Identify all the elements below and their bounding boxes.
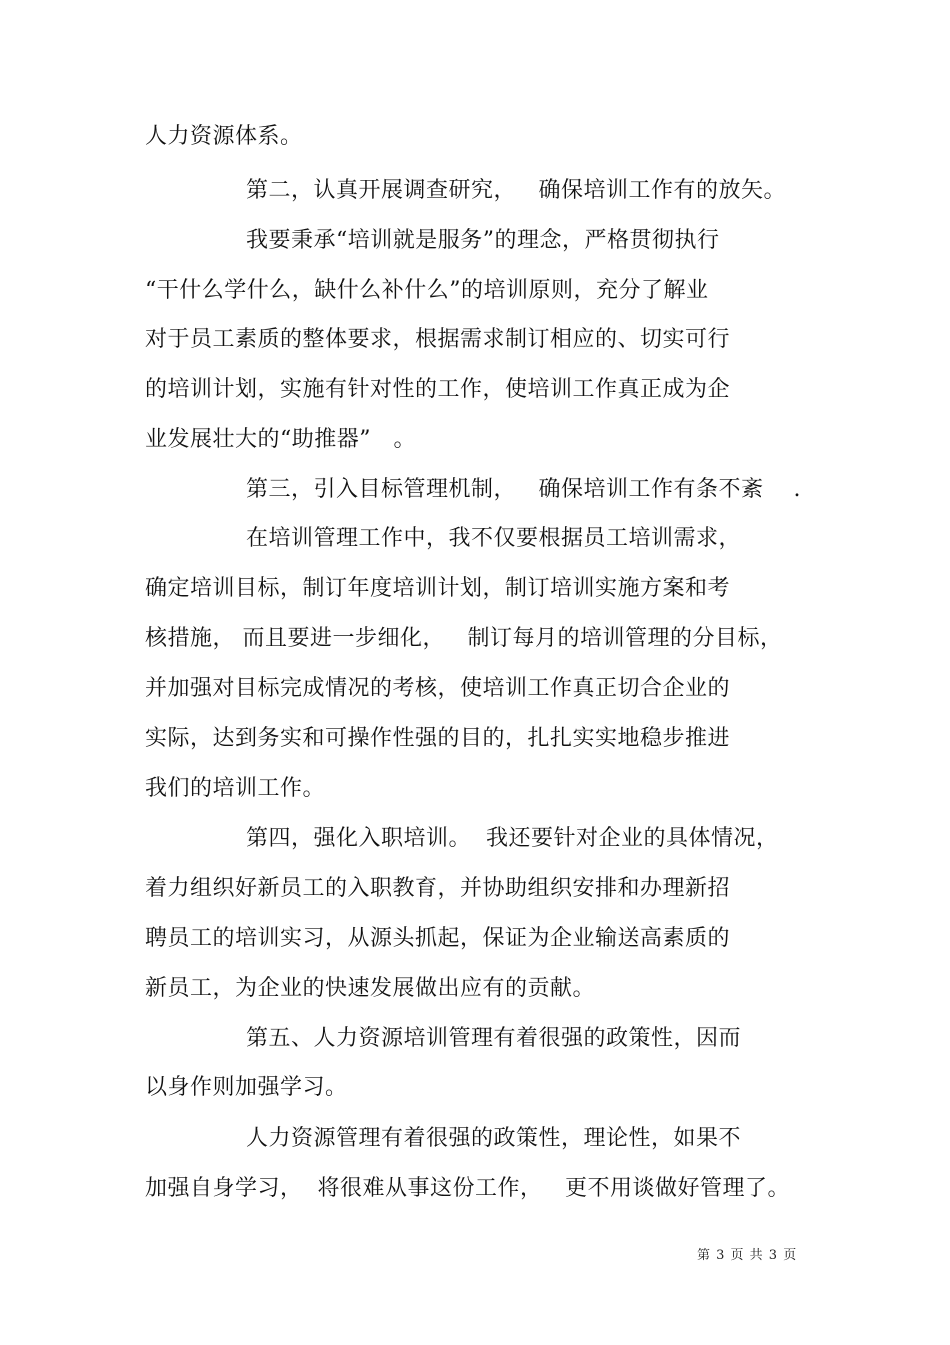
text-line: 聘员工的培训实习，从源头抓起，保证为企业输送高素质的 xyxy=(145,926,731,951)
text-line: 新员工，为企业的快速发展做出应有的贡献。 xyxy=(145,976,596,1001)
text-line: 业发展壮大的“助推器” 。 xyxy=(145,427,416,452)
text-line: 我要秉承“培训就是服务”的理念，严格贯彻执行 xyxy=(246,228,720,253)
text-line: “干什么学什么，缺什么补什么”的培训原则，充分了解业 xyxy=(145,278,709,303)
text-line: 人力资源管理有着很强的政策性，理论性，如果不 xyxy=(246,1126,742,1151)
text-line: 确定培训目标，制订年度培训计划，制订培训实施方案和考 xyxy=(145,576,731,601)
text-line: 以身作则加强学习。 xyxy=(145,1075,348,1100)
section-heading: 第五、人力资源培训管理有着很强的政策性，因而 xyxy=(246,1026,742,1051)
text-line: 核措施， 而且要进一步细化， 制订每月的培训管理的分目标， xyxy=(145,626,783,651)
section-heading: 第二，认真开展调查研究， 确保培训工作有的放矢。 xyxy=(246,178,786,203)
section-heading: 第四，强化入职培训。 我还要针对企业的具体情况， xyxy=(246,826,779,851)
text-line: 加强自身学习， 将很难从事这份工作， 更不用谈做好管理了。 xyxy=(145,1176,790,1201)
text-line: 在培训管理工作中，我不仅要根据员工培训需求， xyxy=(246,526,742,551)
section-heading: 第三，引入目标管理机制， 确保培训工作有条不紊 . xyxy=(246,477,801,502)
text-line: 的培训计划，实施有针对性的工作，使培训工作真正成为企 xyxy=(145,377,731,402)
text-line: 实际，达到务实和可操作性强的目的，扎扎实实地稳步推进 xyxy=(145,726,731,751)
text-line: 并加强对目标完成情况的考核，使培训工作真正切合企业的 xyxy=(145,676,731,701)
page-number-footer: 第 3 页 共 3 页 xyxy=(697,1248,798,1263)
text-line: 人力资源体系。 xyxy=(145,124,303,149)
text-line: 对于员工素质的整体要求，根据需求制订相应的、切实可行 xyxy=(145,327,731,352)
text-line: 我们的培训工作。 xyxy=(145,776,326,801)
text-line: 着力组织好新员工的入职教育，并协助组织安排和办理新招 xyxy=(145,876,731,901)
